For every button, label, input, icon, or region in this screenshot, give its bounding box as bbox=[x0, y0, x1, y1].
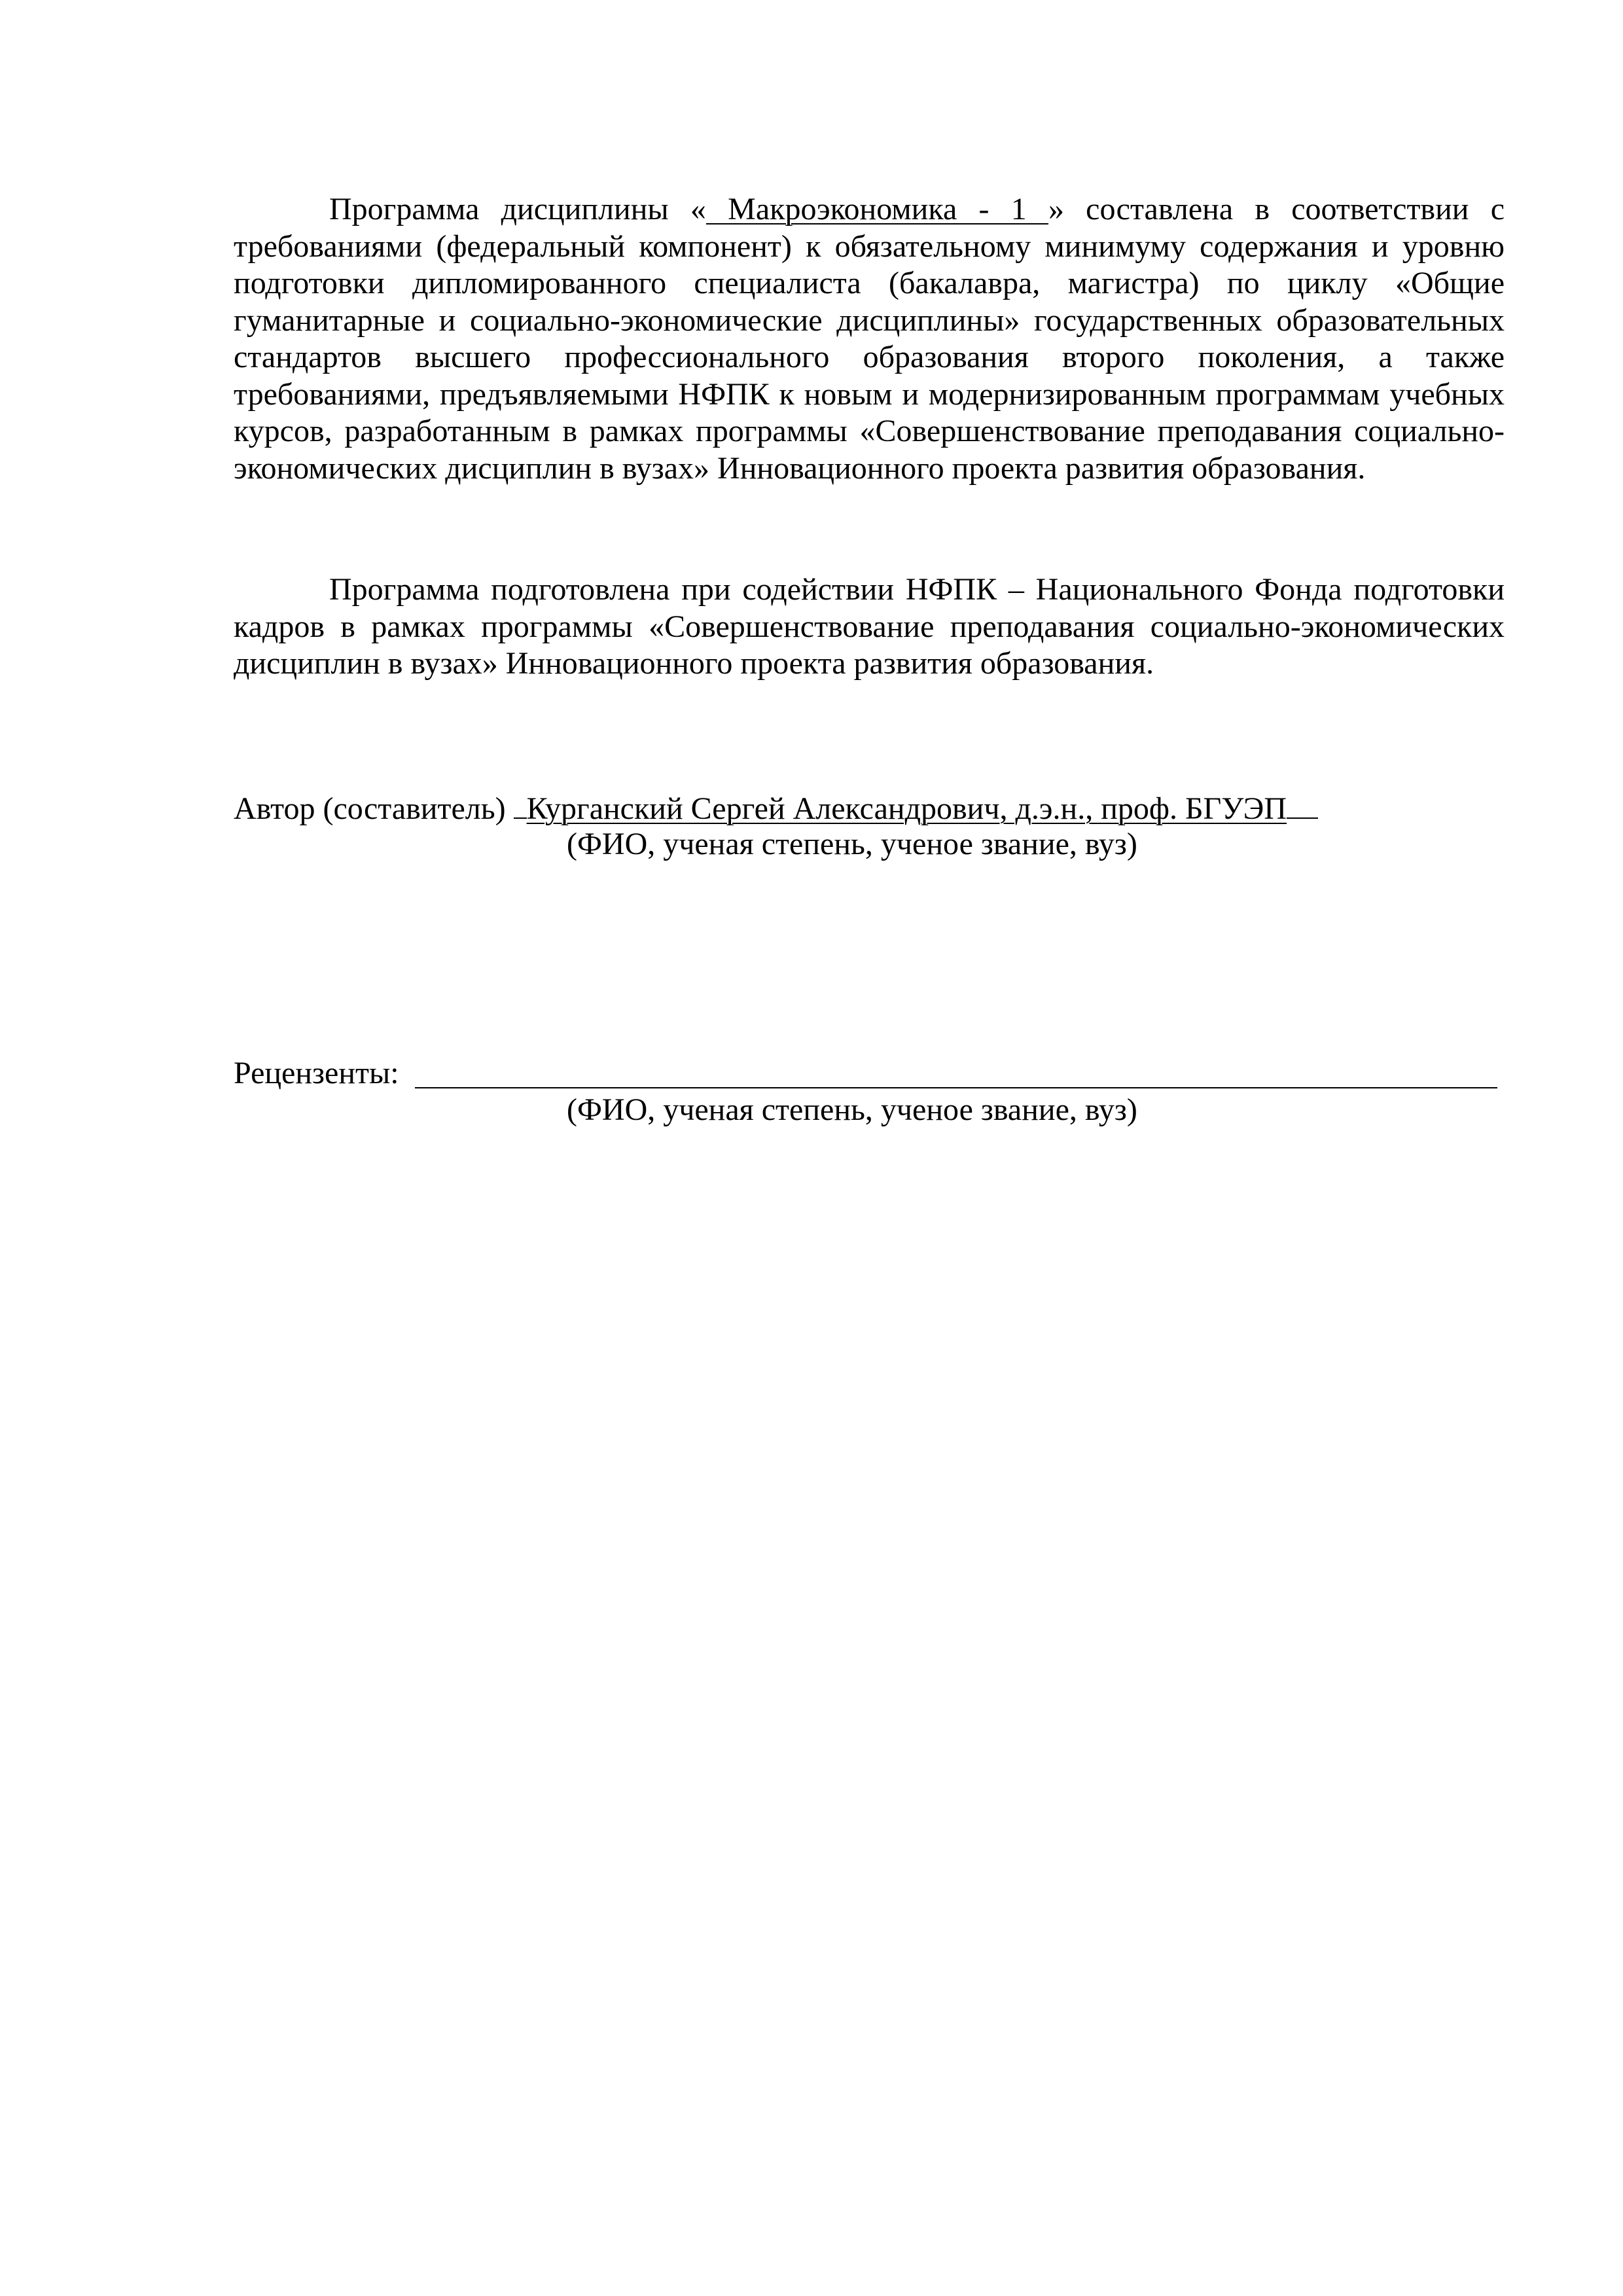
reviewers-blank-line bbox=[415, 1087, 1497, 1088]
author-line-trail bbox=[1287, 789, 1318, 819]
reviewers-label: Рецензенты: bbox=[234, 1056, 399, 1090]
author-value: Курганский Сергей Александрович, д.э.н., проф. БГУЭП bbox=[526, 791, 1287, 826]
author-line-lead bbox=[514, 789, 527, 819]
reviewers-field-caption: (ФИО, ученая степень, ученое звание, вуз) bbox=[567, 1092, 1137, 1127]
discipline-name: Макроэкономика - 1 bbox=[705, 192, 1048, 226]
paragraph-text-start: Программа дисциплины « bbox=[329, 192, 706, 226]
reviewers-field bbox=[234, 1055, 399, 1092]
author-label: Автор (составитель) bbox=[234, 791, 514, 826]
paragraph-text-end: » составлена в соответствии с требованиями (федеральный компонент) к обязательному минимуму содержания и уровню подготовки дипломированного специалиста (бакалавра, магистра) по циклу «Общие гуманитарные и социально-экономические дисциплины» государственных образовательных стандартов высшего профессионального образования второго поколения, а также требованиями, предъявляемыми НФПК к новым и модернизированным программам учебных курсов, разработанным в рамках программы «Совершенствование преподавания социально-экономических дисциплин в вузах» Инновационного проекта развития образования. bbox=[234, 192, 1505, 486]
author-field-caption: (ФИО, ученая степень, ученое звание, вуз) bbox=[567, 827, 1137, 861]
program-compliance-paragraph bbox=[234, 191, 1505, 487]
program-support-paragraph: Программа подготовлена при содействии НФПК – Национального Фонда подготовки кадров в рамках программы «Совершенствование преподавания социально-экономических дисциплин в вузах» Инновационного проекта развития образования. bbox=[234, 572, 1505, 681]
author-field bbox=[234, 789, 1318, 827]
